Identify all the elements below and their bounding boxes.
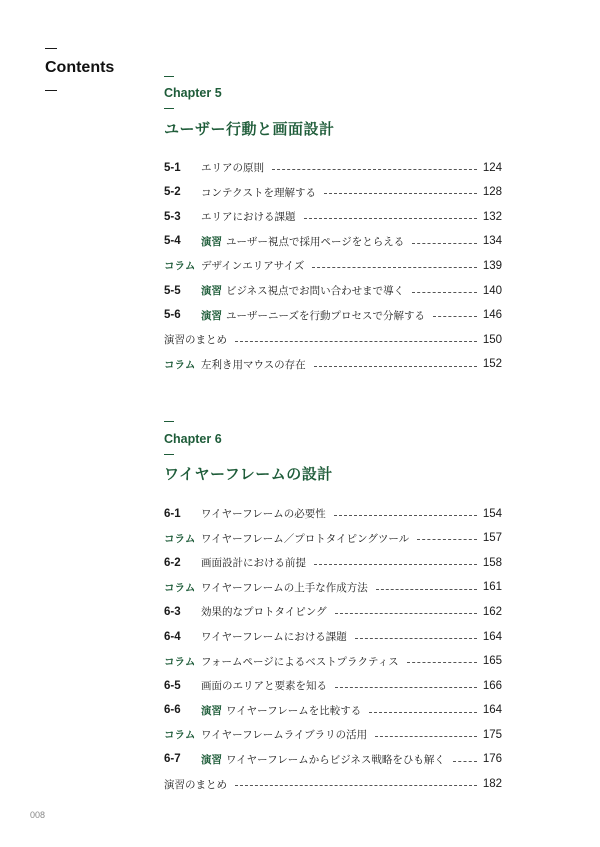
toc-entry-page: 175 — [482, 728, 502, 741]
toc-entry-title: ワイヤーフレームを比較する — [226, 704, 362, 717]
toc-entry-page: 140 — [482, 284, 502, 297]
toc-leader — [412, 292, 477, 293]
toc-leader — [376, 589, 477, 590]
toc-leader — [412, 243, 477, 244]
toc-entry-title: 演習のまとめ — [164, 778, 227, 791]
chapter5-label: Chapter 5 — [164, 86, 222, 100]
toc-entry-page: 132 — [482, 210, 502, 223]
toc-entry-number: 5-1 — [164, 161, 181, 174]
chapter6-mid-rule — [164, 454, 174, 455]
toc-leader — [417, 539, 477, 540]
toc-entry-number: コラム — [164, 532, 196, 545]
toc-entry[interactable] — [164, 156, 502, 181]
toc-leader — [235, 785, 477, 786]
toc-entry-title: コンテクストを理解する — [201, 186, 316, 199]
toc-entry-page: 164 — [482, 630, 502, 643]
toc-entry-number: コラム — [164, 260, 196, 273]
toc-entry[interactable] — [164, 181, 502, 206]
toc-entry-number: 5-2 — [164, 186, 181, 199]
chapter5-title: ユーザー行動と画面設計 — [164, 120, 335, 138]
toc-leader — [453, 761, 477, 762]
toc-entry-number: 5-5 — [164, 284, 181, 297]
toc-entry-number: 6-2 — [164, 556, 181, 569]
chapter6-title: ワイヤーフレームの設計 — [164, 465, 333, 483]
toc-entry-title: ビジネス視点でお問い合わせまで導く — [226, 285, 405, 298]
toc-entry-number: コラム — [164, 729, 196, 742]
toc-entry-page: 152 — [482, 358, 502, 371]
toc-entry-page: 182 — [482, 778, 502, 791]
toc-entry[interactable] — [164, 600, 502, 625]
contents-top-rule — [45, 48, 57, 49]
toc-entry-tag: 演習 — [201, 235, 222, 248]
toc-entry-number: 5-6 — [164, 309, 181, 322]
chapter6-top-rule — [164, 421, 174, 422]
toc-entry-page: 165 — [482, 655, 502, 668]
toc-leader — [334, 515, 477, 516]
toc-entry-number: 6-4 — [164, 630, 181, 643]
toc-entry[interactable] — [164, 625, 502, 650]
toc-entry-tag: 演習 — [201, 309, 222, 322]
toc-entry-title: ワイヤーフレームにおける課題 — [201, 631, 347, 644]
toc-leader — [335, 687, 477, 688]
toc-entry-title: フォームページによるベストプラクティス — [201, 655, 399, 668]
toc-entry-title: ワイヤーフレームの上手な作成方法 — [201, 581, 368, 594]
toc-leader — [375, 736, 477, 737]
toc-entry-number: 6-5 — [164, 679, 181, 692]
toc-leader — [335, 613, 477, 614]
toc-entry-title: エリアにおける課題 — [201, 211, 296, 224]
toc-entry-number: コラム — [164, 358, 196, 371]
toc-leader — [304, 218, 477, 219]
page-number: 008 — [30, 810, 46, 820]
toc-entry-number: コラム — [164, 655, 196, 668]
toc-leader — [235, 341, 477, 342]
toc-entry-page: 128 — [482, 186, 502, 199]
toc-entry-number: コラム — [164, 581, 196, 594]
toc-entry-number: 6-6 — [164, 704, 181, 717]
toc-leader — [355, 638, 477, 639]
toc-leader — [324, 193, 477, 194]
toc-entry-title: 画面設計における前提 — [201, 557, 306, 570]
toc-entry-tag: 演習 — [201, 704, 222, 717]
toc-entry-title: 効果的なプロトタイピング — [201, 606, 327, 619]
toc-entry-page: 146 — [482, 309, 502, 322]
chapter6-label: Chapter 6 — [164, 432, 222, 446]
toc-entry[interactable] — [164, 502, 502, 527]
toc-entry-title: ワイヤーフレームの必要性 — [201, 508, 326, 521]
toc-entry[interactable] — [164, 279, 502, 304]
toc-entry-number: 6-7 — [164, 753, 181, 766]
toc-entry-number: 5-3 — [164, 210, 181, 223]
toc-leader — [407, 662, 477, 663]
toc-entry-title: ワイヤーフレーム／プロトタイピングツール — [201, 532, 410, 545]
contents-bottom-rule — [45, 90, 57, 91]
toc-leader — [369, 712, 477, 713]
toc-entry[interactable] — [164, 551, 502, 576]
toc-entry-title: 画面のエリアと要素を知る — [201, 680, 327, 693]
toc-entry-title: 演習のまとめ — [164, 334, 227, 347]
toc-entry[interactable] — [164, 748, 502, 773]
toc-entry[interactable] — [164, 254, 502, 279]
toc-leader — [312, 267, 476, 268]
toc-entry[interactable] — [164, 723, 502, 748]
toc-entry[interactable] — [164, 576, 502, 601]
toc-entry-title: 左利き用マウスの存在 — [201, 358, 306, 371]
toc-entry-page: 139 — [482, 259, 502, 272]
toc-entry-page: 157 — [482, 532, 502, 545]
toc-entry[interactable] — [164, 205, 502, 230]
chapter5-mid-rule — [164, 108, 174, 109]
toc-entry-number: 6-3 — [164, 605, 181, 618]
toc-entry-page: 154 — [482, 507, 502, 520]
toc-leader — [314, 366, 477, 367]
toc-entry[interactable] — [164, 699, 502, 724]
toc-leader — [272, 169, 477, 170]
toc-entry-tag: 演習 — [201, 285, 222, 298]
toc-entry-title: ワイヤーフレームライブラリの活用 — [201, 729, 368, 742]
toc-entry[interactable] — [164, 527, 502, 552]
toc-entry[interactable] — [164, 773, 502, 798]
toc-entry-title: エリアの原則 — [201, 162, 264, 175]
toc-entry-page: 158 — [482, 556, 502, 569]
toc-entry-page: 124 — [482, 161, 502, 174]
toc-leader — [433, 316, 477, 317]
toc-entry-page: 164 — [482, 704, 502, 717]
toc-entry-tag: 演習 — [201, 753, 222, 766]
toc-entry[interactable] — [164, 304, 502, 329]
toc-entry-page: 176 — [482, 753, 502, 766]
toc-entry[interactable] — [164, 674, 502, 699]
toc-entry-title: ユーザーニーズを行動プロセスで分解する — [226, 309, 425, 322]
toc-entry[interactable] — [164, 230, 502, 255]
toc-entry[interactable] — [164, 353, 502, 378]
toc-entry-page: 166 — [482, 679, 502, 692]
toc-entry-page: 150 — [482, 333, 502, 346]
chapter5-toc — [164, 156, 502, 377]
toc-entry-page: 134 — [482, 235, 502, 248]
chapter6-toc — [164, 502, 502, 797]
chapter5-top-rule — [164, 76, 174, 77]
toc-entry-page: 162 — [482, 605, 502, 618]
toc-entry[interactable] — [164, 328, 502, 353]
toc-entry-title: ワイヤーフレームからビジネス戦略をひも解く — [226, 753, 445, 766]
toc-entry-number: 6-1 — [164, 507, 181, 520]
toc-entry-number: 5-4 — [164, 235, 181, 248]
contents-title: Contents — [45, 59, 115, 76]
toc-entry-title: ユーザー視点で採用ページをとらえる — [226, 235, 405, 248]
toc-entry[interactable] — [164, 650, 502, 675]
toc-leader — [314, 564, 477, 565]
toc-entry-title: デザインエリアサイズ — [201, 260, 305, 273]
toc-entry-page: 161 — [482, 581, 502, 594]
